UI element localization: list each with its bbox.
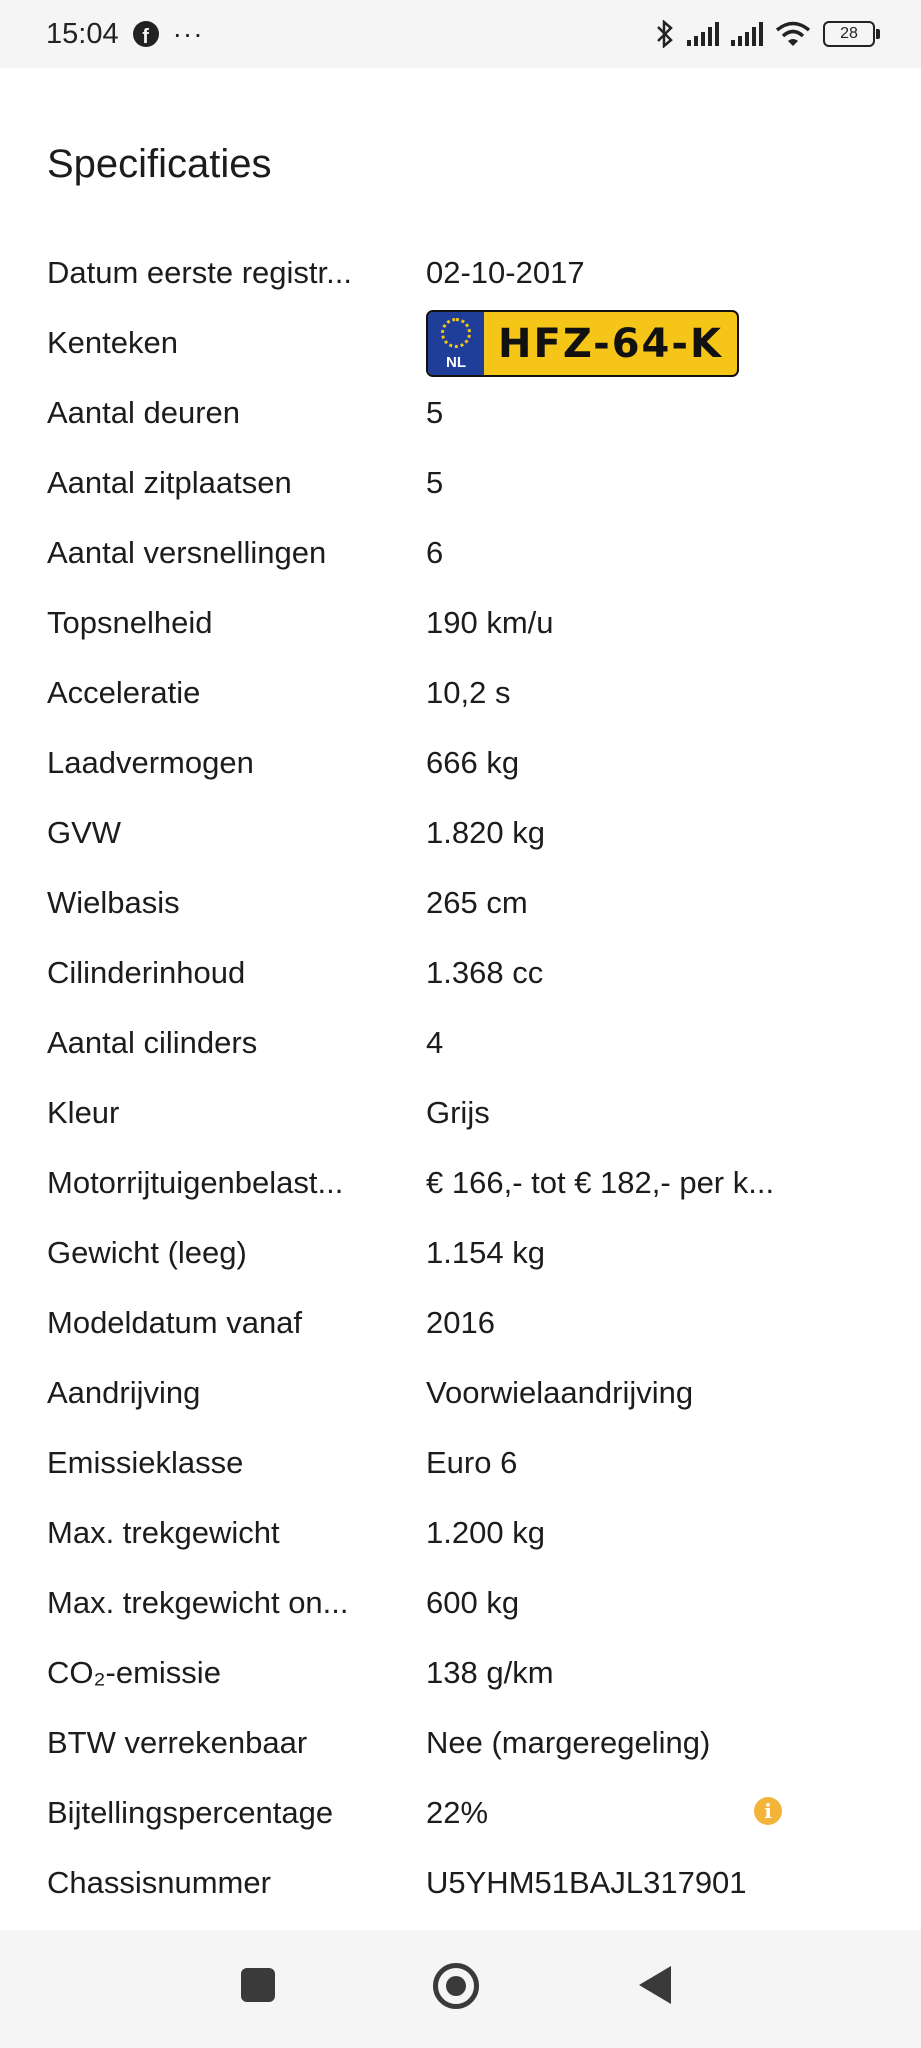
spec-row-emission-class bbox=[0, 1428, 921, 1498]
spec-label: Wielbasis bbox=[47, 885, 180, 920]
plate-country-code: NL bbox=[446, 354, 466, 371]
spec-label: Motorrijtuigenbelast... bbox=[47, 1165, 344, 1200]
info-icon[interactable]: i bbox=[754, 1797, 782, 1825]
spec-row-vat bbox=[0, 1708, 921, 1778]
spec-label: Gewicht (leeg) bbox=[47, 1235, 247, 1270]
spec-row-payload bbox=[0, 728, 921, 798]
spec-row-cylinders bbox=[0, 1008, 921, 1078]
spec-value: € 166,- tot € 182,- per k... bbox=[426, 1165, 775, 1200]
spec-label: BTW verrekenbaar bbox=[47, 1725, 308, 1760]
signal-icon bbox=[687, 22, 719, 46]
spec-row-top-speed bbox=[0, 588, 921, 658]
spec-label: Aantal deuren bbox=[47, 395, 241, 430]
spec-value: 22% bbox=[426, 1795, 489, 1830]
home-dot-icon bbox=[446, 1976, 466, 1996]
spec-row-model-year bbox=[0, 1288, 921, 1358]
spec-label: Max. trekgewicht on... bbox=[47, 1585, 349, 1620]
spec-value: Nee (margeregeling) bbox=[426, 1725, 711, 1760]
plate-number: HFZ-64-K bbox=[498, 320, 723, 367]
spec-row-addition-percentage bbox=[0, 1778, 921, 1848]
spec-label: Modeldatum vanaf bbox=[47, 1305, 303, 1340]
recents-button[interactable] bbox=[241, 1968, 275, 2002]
back-button[interactable] bbox=[639, 1966, 671, 2004]
spec-value: 1.368 cc bbox=[426, 955, 544, 990]
spec-value: Euro 6 bbox=[426, 1445, 518, 1480]
spec-row-registration-date bbox=[0, 238, 921, 308]
section-title: Specificaties bbox=[47, 142, 272, 186]
spec-label: Kleur bbox=[47, 1095, 120, 1130]
status-bar bbox=[0, 0, 921, 68]
spec-row-road-tax bbox=[0, 1148, 921, 1218]
spec-value: 1.200 kg bbox=[426, 1515, 545, 1550]
spec-row-empty-weight bbox=[0, 1218, 921, 1288]
spec-label: Laadvermogen bbox=[47, 745, 254, 780]
spec-row-wheelbase bbox=[0, 868, 921, 938]
spec-label: Max. trekgewicht bbox=[47, 1515, 280, 1550]
spec-row-drivetrain bbox=[0, 1358, 921, 1428]
spec-label: Aantal versnellingen bbox=[47, 535, 327, 570]
navigation-bar bbox=[0, 1930, 921, 2048]
spec-value: 10,2 s bbox=[426, 675, 511, 710]
spec-value: 1.154 kg bbox=[426, 1235, 545, 1270]
spec-label: GVW bbox=[47, 815, 122, 850]
spec-value: 02-10-2017 bbox=[426, 255, 585, 290]
spec-value: Voorwielaandrijving bbox=[426, 1375, 694, 1410]
spec-value: 5 bbox=[426, 465, 444, 500]
spec-label: Cilinderinhoud bbox=[47, 955, 246, 990]
spec-label: Topsnelheid bbox=[47, 605, 213, 640]
spec-value: 4 bbox=[426, 1025, 444, 1060]
battery-level: 28 bbox=[840, 25, 858, 42]
signal-icon bbox=[731, 22, 763, 46]
bluetooth-icon bbox=[655, 20, 675, 48]
facebook-icon: f bbox=[133, 21, 159, 47]
more-notifications-icon: ··· bbox=[172, 18, 204, 49]
spec-row-doors bbox=[0, 378, 921, 448]
spec-value: 666 kg bbox=[426, 745, 520, 780]
spec-value: 1.820 kg bbox=[426, 815, 545, 850]
spec-label: Aantal cilinders bbox=[47, 1025, 258, 1060]
spec-row-max-towing-unbraked bbox=[0, 1568, 921, 1638]
spec-value: 190 km/u bbox=[426, 605, 554, 640]
status-time: 15:04 bbox=[46, 17, 119, 50]
spec-value: 2016 bbox=[426, 1305, 495, 1340]
spec-value: 5 bbox=[426, 395, 444, 430]
spec-value: 265 cm bbox=[426, 885, 528, 920]
spec-label: Acceleratie bbox=[47, 675, 201, 710]
spec-label: Aantal zitplaatsen bbox=[47, 465, 292, 500]
spec-row-acceleration bbox=[0, 658, 921, 728]
spec-list bbox=[0, 238, 921, 1918]
wifi-icon bbox=[775, 21, 811, 47]
spec-label: Bijtellingspercentage bbox=[47, 1795, 334, 1830]
spec-label: CO₂-emissie bbox=[47, 1655, 221, 1690]
spec-row-displacement bbox=[0, 938, 921, 1008]
battery-icon bbox=[823, 21, 875, 47]
spec-row-chassis-number bbox=[0, 1848, 921, 1918]
plate-eu-band bbox=[428, 312, 484, 375]
spec-label: Datum eerste registr... bbox=[47, 255, 352, 290]
spec-row-co2 bbox=[0, 1638, 921, 1708]
eu-stars-icon bbox=[441, 318, 471, 348]
spec-value: 6 bbox=[426, 535, 444, 570]
spec-value: Grijs bbox=[426, 1095, 490, 1130]
spec-value: 138 g/km bbox=[426, 1655, 554, 1690]
spec-row-gears bbox=[0, 518, 921, 588]
spec-value: U5YHM51BAJL317901 bbox=[426, 1865, 747, 1900]
spec-label: Aandrijving bbox=[47, 1375, 201, 1410]
spec-label: Emissieklasse bbox=[47, 1445, 244, 1480]
status-right bbox=[655, 20, 875, 48]
spec-row-seats bbox=[0, 448, 921, 518]
spec-value: 600 kg bbox=[426, 1585, 520, 1620]
spec-label: Chassisnummer bbox=[47, 1865, 271, 1900]
spec-row-max-towing bbox=[0, 1498, 921, 1568]
spec-row-gvw bbox=[0, 798, 921, 868]
status-left bbox=[46, 18, 204, 51]
spec-row-color bbox=[0, 1078, 921, 1148]
spec-label: Kenteken bbox=[47, 325, 178, 360]
home-button[interactable] bbox=[433, 1963, 479, 2009]
license-plate bbox=[426, 310, 739, 377]
